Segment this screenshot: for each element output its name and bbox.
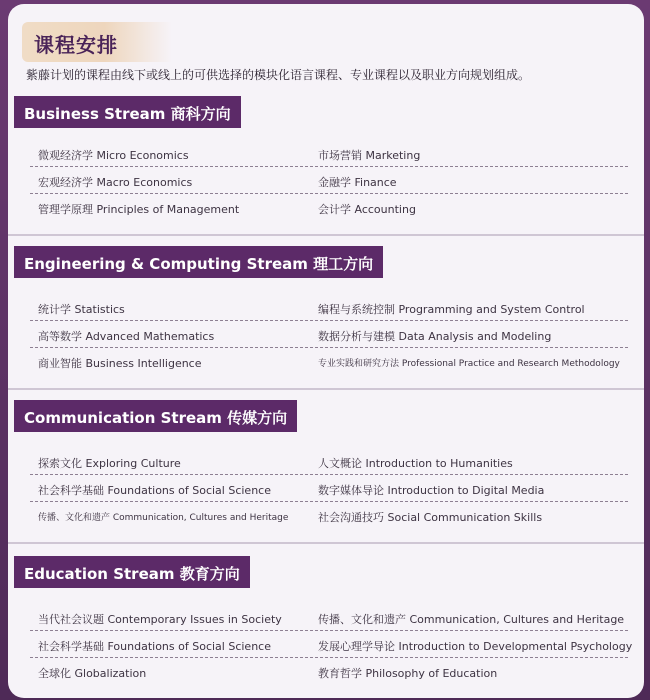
- intro-text: 紫藤计划的课程由线下或线上的可供选择的模块化语言课程、专业课程以及职业方向规划组成。: [26, 68, 531, 82]
- course-item: 市场营销 Marketing: [318, 149, 421, 162]
- course-item: 数据分析与建模 Data Analysis and Modeling: [318, 330, 552, 343]
- stream-title: Education Stream 教育方向: [14, 556, 250, 588]
- section-divider: [8, 234, 644, 236]
- course-item: 数字媒体导论 Introduction to Digital Media: [318, 484, 545, 497]
- course-item: 当代社会议题 Contemporary Issues in Society: [38, 613, 282, 626]
- course-row: [30, 475, 628, 502]
- stream-title: Business Stream 商科方向: [14, 96, 241, 128]
- course-item: 传播、文化和遗产 Communication, Cultures and Heritage: [38, 513, 289, 523]
- course-row: [30, 658, 628, 685]
- course-row: [30, 448, 628, 475]
- course-row: [30, 194, 628, 221]
- course-item: 人文概论 Introduction to Humanities: [318, 457, 513, 470]
- course-item: 专业实践和研究方法 Professional Practice and Research Methodology: [318, 359, 620, 369]
- course-item: 探索文化 Exploring Culture: [38, 457, 181, 470]
- course-item: 发展心理学导论 Introduction to Developmental Psychology: [318, 640, 633, 653]
- course-row: [30, 502, 628, 529]
- course-row: [30, 604, 628, 631]
- course-item: 高等数学 Advanced Mathematics: [38, 330, 215, 343]
- course-item: 微观经济学 Micro Economics: [38, 149, 189, 162]
- course-item: 统计学 Statistics: [38, 303, 125, 316]
- section-divider: [8, 542, 644, 544]
- course-item: 全球化 Globalization: [38, 667, 147, 680]
- course-row: [30, 631, 633, 658]
- course-item: 金融学 Finance: [318, 176, 397, 189]
- stream-title: Engineering & Computing Stream 理工方向: [14, 246, 383, 278]
- course-row: [30, 294, 628, 321]
- course-row: [30, 140, 628, 167]
- course-item: 教育哲学 Philosophy of Education: [318, 667, 498, 680]
- course-item: 商业智能 Business Intelligence: [38, 357, 202, 370]
- course-item: 社会科学基础 Foundations of Social Science: [38, 640, 271, 653]
- course-panel: [8, 4, 644, 698]
- course-item: 会计学 Accounting: [318, 203, 416, 216]
- page-title: 课程安排: [34, 33, 118, 57]
- course-item: 传播、文化和遗产 Communication, Cultures and Heritage: [318, 613, 625, 626]
- course-item: 编程与系统控制 Programming and System Control: [318, 303, 585, 316]
- stream-title: Communication Stream 传媒方向: [14, 400, 297, 432]
- section-divider: [8, 388, 644, 390]
- course-item: 宏观经济学 Macro Economics: [38, 176, 193, 189]
- title-tag: [22, 22, 172, 62]
- course-item: 社会沟通技巧 Social Communication Skills: [318, 511, 543, 524]
- course-row: [30, 167, 628, 194]
- course-row: [30, 348, 628, 375]
- course-row: [30, 321, 628, 348]
- course-item: 社会科学基础 Foundations of Social Science: [38, 484, 271, 497]
- course-item: 管理学原理 Principles of Management: [38, 203, 240, 216]
